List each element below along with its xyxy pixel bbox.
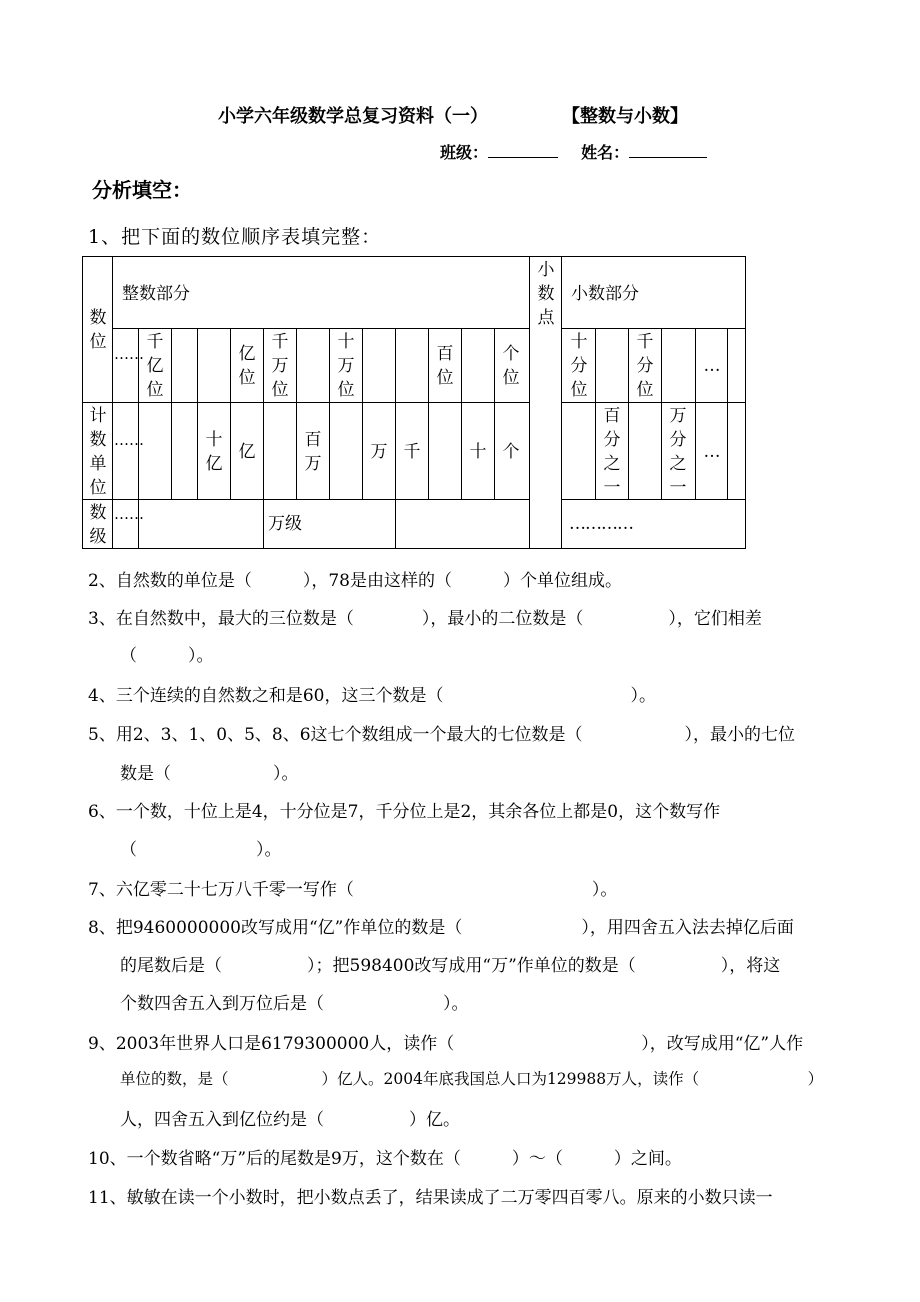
- digit-leading-dots: ……: [114, 345, 144, 363]
- question-10: 10、一个数省略“万”后的尾数是9万，这个数在（ ）～（ ）之间。: [88, 1149, 682, 1169]
- question-5-cont: 数是（ ）。: [120, 764, 299, 784]
- integer-part-header: 整数部分: [122, 284, 190, 304]
- class-label: 班级：: [440, 143, 489, 162]
- digit-cell: 亿位: [238, 344, 256, 388]
- digit-cell: 百位: [436, 344, 454, 388]
- question-8-cont: 个数四舍五入到万位后是（ ）。: [120, 994, 469, 1014]
- digit-trailing-dots: …: [703, 356, 721, 376]
- unit-leading-dots: ……: [114, 431, 144, 449]
- place-value-table: [82, 256, 746, 549]
- class-blank[interactable]: [488, 143, 558, 158]
- unit-cell: 十: [469, 442, 487, 462]
- unit-cell: 亿: [238, 442, 256, 462]
- digit-cell: 千亿位: [146, 332, 164, 400]
- question-11: 11、敏敏在读一个小数时，把小数点丢了，结果读成了二万零四百零八。原来的小数只读一: [88, 1188, 773, 1208]
- unit-cell: 个: [502, 442, 520, 462]
- page-title: 小学六年级数学总复习资料（一）: [218, 106, 488, 127]
- digit-cell: 千万位: [271, 332, 289, 400]
- row-header-digit: 数位: [89, 308, 107, 352]
- question-9-cont: 单位的数，是（ ）亿人。2004年底我国总人口为129988万人，读作（ ）: [120, 1070, 824, 1088]
- digit-cell: 十万位: [337, 332, 355, 400]
- question-2: 2、自然数的单位是（ ），78是由这样的（ ）个单位组成。: [88, 571, 622, 591]
- question-8: 8、把9460000000改写成用“亿”作单位的数是（ ），用四舍五入法去掉亿后面: [88, 918, 794, 938]
- row-header-level: 数级: [89, 503, 107, 547]
- name-blank[interactable]: [629, 143, 707, 158]
- level-leading-dots: ……: [114, 505, 144, 523]
- question-9-cont: 人，四舍五入到亿位约是（ ）亿。: [120, 1110, 460, 1130]
- question-9: 9、2003年世界人口是6179300000人，读作（ ），改写成用“亿”人作: [88, 1034, 804, 1054]
- unit-cell: 千: [403, 442, 421, 462]
- level-decimal-dots: …………: [569, 514, 633, 534]
- unit-cell: 百分之一: [603, 406, 621, 498]
- page-subtitle-tag: 【整数与小数】: [562, 106, 688, 127]
- question-6: 6、一个数，十位上是4，十分位是7，千分位上是2，其余各位上都是0，这个数写作: [88, 802, 721, 822]
- unit-cell: 万: [370, 442, 388, 462]
- question-8-cont: 的尾数后是（ ）；把598400改写成用“万”作单位的数是（ ），将这: [120, 956, 781, 976]
- row-header-unit: 计数单位: [89, 406, 107, 498]
- decimal-point-header: 小数点: [537, 260, 555, 328]
- question-5: 5、用2、3、1、0、5、8、6这七个数组成一个最大的七位数是（ ），最小的七位: [88, 725, 796, 745]
- digit-cell: 个位: [502, 344, 520, 388]
- question-1: 1、把下面的数位顺序表填完整：: [88, 226, 382, 248]
- unit-trailing-dots: …: [703, 442, 721, 462]
- student-info: [440, 140, 707, 163]
- section-heading: 分析填空：: [92, 178, 192, 202]
- unit-cell: 万分之一: [669, 406, 687, 498]
- question-3: 3、在自然数中，最大的三位数是（ ），最小的二位数是（ ），它们相差: [88, 609, 762, 629]
- question-4: 4、三个连续的自然数之和是60，这三个数是（ ）。: [88, 686, 656, 706]
- unit-cell: 百万: [304, 430, 322, 474]
- decimal-part-header: 小数部分: [571, 284, 639, 304]
- unit-cell: 十亿: [205, 430, 223, 474]
- question-7: 7、六亿零二十七万八千零一写作（ ）。: [88, 880, 618, 900]
- question-3-cont: （ ）。: [120, 646, 214, 666]
- question-6-cont: （ ）。: [120, 840, 282, 860]
- name-label: 姓名：: [581, 143, 630, 162]
- level-cell: 万级: [268, 514, 302, 534]
- digit-cell: 十分位: [570, 332, 588, 400]
- digit-cell: 千分位: [636, 332, 654, 400]
